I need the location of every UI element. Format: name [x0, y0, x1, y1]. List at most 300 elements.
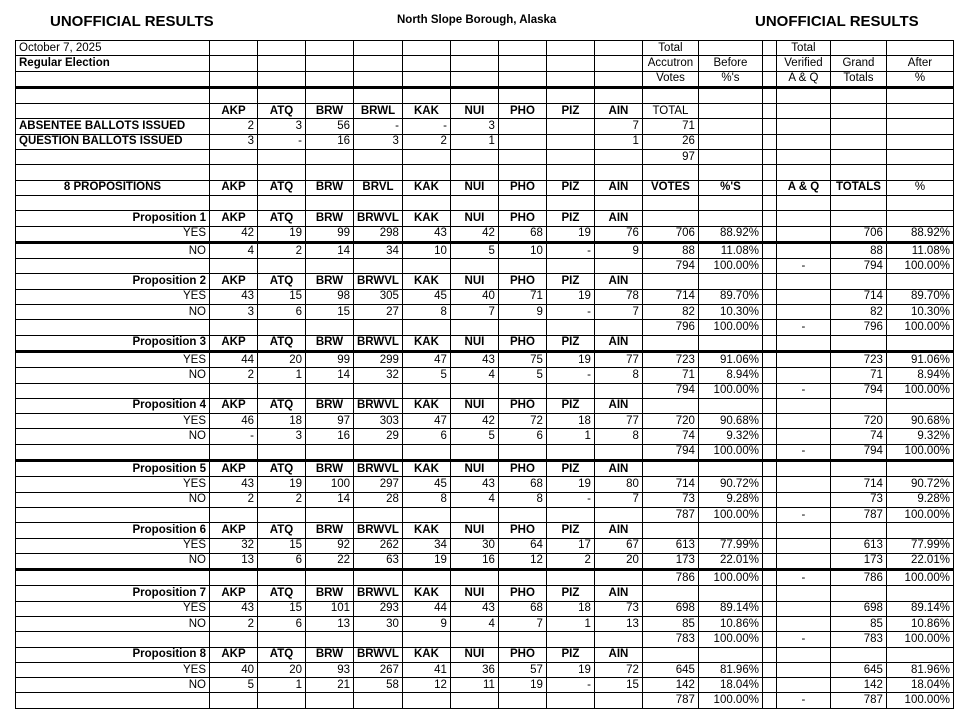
- aq-cell: [776, 601, 830, 616]
- no-value: 7: [450, 305, 498, 320]
- yes-value: 43: [210, 477, 258, 492]
- ballots-row: [16, 119, 954, 134]
- empty-cell: [546, 195, 594, 210]
- aq-cell: A & Q: [776, 180, 830, 195]
- separator-gap-cell: [762, 444, 776, 460]
- empty-cell: [258, 444, 306, 460]
- proposition-sum-row: [16, 259, 954, 274]
- no-label: NO: [16, 429, 210, 444]
- pct-cell: [698, 274, 762, 289]
- empty-cell: [16, 570, 210, 586]
- separator-gap-cell: [762, 195, 776, 210]
- no-value: 14: [306, 368, 354, 383]
- after-pct-cell: [886, 195, 953, 210]
- empty-cell: [306, 259, 354, 274]
- no-value: -: [546, 305, 594, 320]
- no-value: 1: [546, 429, 594, 444]
- yes-value: 43: [210, 289, 258, 304]
- votes-cell: 783: [642, 632, 698, 647]
- empty-cell: [450, 41, 498, 56]
- no-label: NO: [16, 492, 210, 507]
- separator-gap-cell: [762, 492, 776, 507]
- proposition-precinct-header: BRWVL: [354, 523, 403, 538]
- empty-cell: [210, 56, 258, 71]
- precinct-header-nui: NUI: [450, 104, 498, 119]
- aq-cell: -: [776, 444, 830, 460]
- empty-cell: [16, 507, 210, 522]
- empty-cell: [258, 150, 306, 165]
- pct-cell: [698, 41, 762, 56]
- no-value: 7: [594, 305, 642, 320]
- after-pct-cell: [886, 398, 953, 413]
- yes-value: 19: [546, 289, 594, 304]
- empty-cell: [16, 444, 210, 460]
- no-label: NO: [16, 678, 210, 693]
- yes-value: 57: [498, 662, 546, 677]
- aq-cell: [776, 429, 830, 444]
- empty-cell: [546, 570, 594, 586]
- aq-cell: [776, 242, 830, 258]
- grand-total-cell: [830, 104, 886, 119]
- after-pct-cell: 9.32%: [886, 429, 953, 444]
- empty-cell: [546, 150, 594, 165]
- yes-value: 78: [594, 289, 642, 304]
- yes-value: 72: [498, 414, 546, 429]
- no-value: 22: [306, 553, 354, 569]
- grand-total-cell: Grand: [830, 56, 886, 71]
- yes-value: 15: [258, 538, 306, 553]
- separator-gap-cell: [762, 226, 776, 242]
- pct-cell: %'s: [698, 71, 762, 87]
- votes-cell: 714: [642, 289, 698, 304]
- aq-cell: [776, 104, 830, 119]
- no-value: 8: [498, 492, 546, 507]
- empty-cell: [594, 41, 642, 56]
- aq-cell: [776, 662, 830, 677]
- empty-cell: [402, 632, 450, 647]
- proposition-title: Proposition 3: [16, 335, 210, 351]
- after-pct-cell: 88.92%: [886, 226, 953, 242]
- proposition-yes-row: [16, 289, 954, 304]
- separator-gap-cell: [762, 242, 776, 258]
- grand-total-cell: [830, 150, 886, 165]
- votes-cell: [642, 398, 698, 413]
- grand-total-cell: 723: [830, 351, 886, 367]
- empty-cell: [594, 570, 642, 586]
- empty-cell: [402, 150, 450, 165]
- aq-cell: [776, 523, 830, 538]
- empty-cell: [450, 320, 498, 335]
- total-pct-box: 100.00%: [698, 570, 762, 586]
- proposition-title: Proposition 4: [16, 398, 210, 413]
- total-pct-box: 100.00%: [698, 320, 762, 335]
- after-pct-cell: [886, 461, 953, 477]
- grand-total-cell: 173: [830, 553, 886, 569]
- proposition-precinct-header: NUI: [450, 461, 498, 477]
- yes-label: YES: [16, 601, 210, 616]
- separator-gap-cell: [762, 211, 776, 226]
- no-value: 9: [402, 616, 450, 631]
- yes-value: 77: [594, 414, 642, 429]
- proposition-precinct-header: PIZ: [546, 523, 594, 538]
- no-label: NO: [16, 553, 210, 569]
- grand-total-cell: [830, 335, 886, 351]
- yes-value: 99: [306, 351, 354, 367]
- pct-cell: 8.94%: [698, 368, 762, 383]
- separator-gap-cell: [762, 119, 776, 134]
- no-value: 8: [594, 368, 642, 383]
- total-pct-box: 100.00%: [698, 693, 762, 708]
- yes-value: 18: [546, 601, 594, 616]
- proposition-precinct-header: PIZ: [546, 647, 594, 662]
- empty-cell: [402, 259, 450, 274]
- grand-total-cell: [830, 523, 886, 538]
- proposition-precinct-header: BRWVL: [354, 335, 403, 351]
- separator-gap-cell: [762, 87, 776, 103]
- yes-value: 73: [594, 601, 642, 616]
- grand-total-cell: 714: [830, 477, 886, 492]
- votes-cell: 706: [642, 226, 698, 242]
- separator-gap-cell: [762, 274, 776, 289]
- empty-cell: [210, 87, 258, 103]
- proposition-precinct-header: AIN: [594, 335, 642, 351]
- borough-title: North Slope Borough, Alaska: [397, 14, 557, 26]
- info-row-date: [16, 41, 954, 56]
- empty-cell: [16, 693, 210, 708]
- separator-gap-cell: [762, 586, 776, 601]
- precinct-header-atq: ATQ: [258, 104, 306, 119]
- after-pct-cell: 10.86%: [886, 616, 953, 631]
- no-value: 21: [306, 678, 354, 693]
- aq-cell: [776, 538, 830, 553]
- empty-cell: [258, 195, 306, 210]
- aq-cell: [776, 616, 830, 631]
- proposition-precinct-header: ATQ: [258, 461, 306, 477]
- prop-precinct-header: PHO: [498, 180, 546, 195]
- prop-precinct-header: AIN: [594, 180, 642, 195]
- empty-cell: [450, 570, 498, 586]
- separator-gap-cell: [762, 538, 776, 553]
- after-pct-cell: 9.28%: [886, 492, 953, 507]
- pct-cell: [698, 165, 762, 180]
- empty-cell: [450, 383, 498, 398]
- yes-label: YES: [16, 414, 210, 429]
- votes-cell: 88: [642, 242, 698, 258]
- proposition-precinct-header: AKP: [210, 461, 258, 477]
- yes-value: 44: [210, 351, 258, 367]
- yes-value: 18: [546, 414, 594, 429]
- precinct-header-pho: PHO: [498, 104, 546, 119]
- yes-label: YES: [16, 289, 210, 304]
- proposition-sum-row: [16, 444, 954, 460]
- after-pct-cell: [886, 119, 953, 134]
- separator-gap-cell: [762, 71, 776, 87]
- aq-cell: [776, 305, 830, 320]
- empty-cell: [546, 87, 594, 103]
- grand-total-cell: Totals: [830, 71, 886, 87]
- precinct-header-brw: BRW: [306, 104, 354, 119]
- ballots-value: 2: [402, 134, 450, 149]
- after-pct-cell: 90.68%: [886, 414, 953, 429]
- proposition-no-row: [16, 553, 954, 569]
- no-value: 27: [354, 305, 403, 320]
- grand-total-cell: 71: [830, 368, 886, 383]
- after-pct-cell: %: [886, 180, 953, 195]
- proposition-precinct-header: ATQ: [258, 647, 306, 662]
- grand-total-cell: [830, 165, 886, 180]
- no-value: 6: [258, 616, 306, 631]
- info-row-election: [16, 56, 954, 71]
- votes-cell: [642, 195, 698, 210]
- empty-cell: [16, 632, 210, 647]
- propositions-header-label: 8 PROPOSITIONS: [16, 180, 210, 195]
- proposition-title-row: [16, 335, 954, 351]
- ballots-value: 3: [210, 134, 258, 149]
- aq-cell: -: [776, 570, 830, 586]
- empty-cell: [354, 165, 403, 180]
- empty-cell: [210, 41, 258, 56]
- aq-cell: [776, 289, 830, 304]
- separator-gap-cell: [762, 678, 776, 693]
- separator-gap-cell: [762, 461, 776, 477]
- empty-cell: [354, 570, 403, 586]
- votes-cell: 26: [642, 134, 698, 149]
- no-value: 19: [402, 553, 450, 569]
- proposition-yes-row: [16, 351, 954, 367]
- empty-cell: [210, 507, 258, 522]
- pct-cell: [698, 134, 762, 149]
- separator-gap-cell: [762, 570, 776, 586]
- empty-cell: [306, 150, 354, 165]
- grand-total-cell: [830, 211, 886, 226]
- aq-cell: [776, 211, 830, 226]
- empty-cell: [546, 71, 594, 87]
- empty-cell: [594, 383, 642, 398]
- yes-value: 297: [354, 477, 403, 492]
- after-pct-cell: [886, 150, 953, 165]
- votes-cell: 698: [642, 601, 698, 616]
- separator-gap-cell: [762, 351, 776, 367]
- grand-total-cell: 88: [830, 242, 886, 258]
- pct-cell: [698, 523, 762, 538]
- no-value: 8: [402, 492, 450, 507]
- empty-cell: [306, 41, 354, 56]
- total-pct-box: 100.00%: [698, 444, 762, 460]
- proposition-precinct-header: PIZ: [546, 335, 594, 351]
- after-pct-cell: 100.00%: [886, 320, 953, 335]
- yes-value: 43: [450, 477, 498, 492]
- no-value: 4: [450, 616, 498, 631]
- ballots-value: -: [402, 119, 450, 134]
- pct-cell: 90.68%: [698, 414, 762, 429]
- proposition-sum-row: [16, 632, 954, 647]
- yes-value: 267: [354, 662, 403, 677]
- grand-total-cell: [830, 398, 886, 413]
- empty-cell: [258, 570, 306, 586]
- proposition-precinct-header: BRWVL: [354, 586, 403, 601]
- empty-cell: [594, 165, 642, 180]
- empty-cell: [16, 150, 210, 165]
- pct-cell: 9.28%: [698, 492, 762, 507]
- proposition-precinct-header: BRW: [306, 647, 354, 662]
- ballots-grand-total-row: [16, 150, 954, 165]
- proposition-precinct-header: KAK: [402, 523, 450, 538]
- yes-value: 305: [354, 289, 403, 304]
- empty-cell: [258, 320, 306, 335]
- empty-cell: [306, 195, 354, 210]
- empty-cell: [498, 570, 546, 586]
- yes-value: 42: [450, 414, 498, 429]
- yes-value: 40: [450, 289, 498, 304]
- empty-cell: [594, 259, 642, 274]
- votes-cell: 794: [642, 259, 698, 274]
- proposition-title-row: [16, 647, 954, 662]
- votes-cell: [642, 647, 698, 662]
- total-pct-box: 100.00%: [698, 507, 762, 522]
- empty-cell: [450, 150, 498, 165]
- proposition-title: Proposition 5: [16, 461, 210, 477]
- pct-cell: [698, 647, 762, 662]
- proposition-precinct-header: BRWVL: [354, 398, 403, 413]
- no-value: 2: [258, 242, 306, 258]
- yes-value: 45: [402, 289, 450, 304]
- after-pct-cell: [886, 87, 953, 103]
- empty-cell: [594, 56, 642, 71]
- ballots-value: 1: [594, 134, 642, 149]
- precinct-header-akp: AKP: [210, 104, 258, 119]
- votes-cell: [642, 211, 698, 226]
- empty-cell: [594, 320, 642, 335]
- votes-cell: 142: [642, 678, 698, 693]
- ballots-value: 1: [450, 134, 498, 149]
- votes-cell: 173: [642, 553, 698, 569]
- aq-cell: [776, 477, 830, 492]
- votes-cell: 794: [642, 444, 698, 460]
- ballots-value: [498, 119, 546, 134]
- empty-cell: [450, 507, 498, 522]
- no-value: 5: [498, 368, 546, 383]
- proposition-precinct-header: BRW: [306, 335, 354, 351]
- after-pct-cell: 10.30%: [886, 305, 953, 320]
- no-value: 1: [258, 678, 306, 693]
- yes-value: 64: [498, 538, 546, 553]
- empty-cell: [498, 507, 546, 522]
- unofficial-results-title-right: UNOFFICIAL RESULTS: [755, 13, 919, 30]
- proposition-precinct-header: PHO: [498, 274, 546, 289]
- after-pct-cell: [886, 104, 953, 119]
- proposition-precinct-header: PHO: [498, 647, 546, 662]
- proposition-precinct-header: KAK: [402, 398, 450, 413]
- separator-gap-cell: [762, 553, 776, 569]
- proposition-precinct-header: AKP: [210, 274, 258, 289]
- election-date: October 7, 2025: [16, 41, 210, 56]
- votes-cell: 720: [642, 414, 698, 429]
- empty-cell: [498, 71, 546, 87]
- no-value: 13: [210, 553, 258, 569]
- proposition-precinct-header: BRW: [306, 523, 354, 538]
- empty-cell: [354, 632, 403, 647]
- yes-value: 15: [258, 601, 306, 616]
- grand-total-cell: 787: [830, 507, 886, 522]
- pct-cell: [698, 104, 762, 119]
- grand-total-cell: 82: [830, 305, 886, 320]
- empty-cell: [402, 693, 450, 708]
- proposition-title-row: [16, 586, 954, 601]
- total-pct-box: 100.00%: [698, 383, 762, 398]
- after-pct-cell: [886, 41, 953, 56]
- ballots-row-label: ABSENTEE BALLOTS ISSUED: [16, 119, 210, 134]
- yes-value: 100: [306, 477, 354, 492]
- yes-value: 67: [594, 538, 642, 553]
- votes-cell: 723: [642, 351, 698, 367]
- proposition-title-row: [16, 523, 954, 538]
- votes-cell: [642, 523, 698, 538]
- yes-value: 77: [594, 351, 642, 367]
- empty-cell: [498, 693, 546, 708]
- prop-precinct-header: BRVL: [354, 180, 403, 195]
- ballots-value: 3: [354, 134, 403, 149]
- precinct-header-kak: KAK: [402, 104, 450, 119]
- aq-cell: [776, 647, 830, 662]
- no-value: 14: [306, 242, 354, 258]
- yes-value: 30: [450, 538, 498, 553]
- empty-cell: [306, 383, 354, 398]
- prop-precinct-header: ATQ: [258, 180, 306, 195]
- grand-total-cell: [830, 586, 886, 601]
- grand-total-cell: 794: [830, 444, 886, 460]
- aq-cell: [776, 678, 830, 693]
- no-value: -: [546, 242, 594, 258]
- no-value: 10: [498, 242, 546, 258]
- empty-cell: [354, 693, 403, 708]
- proposition-title-row: [16, 274, 954, 289]
- yes-value: 92: [306, 538, 354, 553]
- pct-cell: 90.72%: [698, 477, 762, 492]
- prop-precinct-header: PIZ: [546, 180, 594, 195]
- yes-label: YES: [16, 351, 210, 367]
- proposition-no-row: [16, 368, 954, 383]
- grand-total-cell: 714: [830, 289, 886, 304]
- yes-value: 98: [306, 289, 354, 304]
- no-value: -: [546, 492, 594, 507]
- after-pct-cell: 11.08%: [886, 242, 953, 258]
- after-pct-cell: [886, 523, 953, 538]
- pct-cell: 77.99%: [698, 538, 762, 553]
- no-value: -: [546, 678, 594, 693]
- empty-cell: [402, 320, 450, 335]
- proposition-sum-row: [16, 693, 954, 708]
- unofficial-results-title-left: UNOFFICIAL RESULTS: [50, 13, 214, 30]
- grand-total-cell: 796: [830, 320, 886, 335]
- proposition-precinct-header: KAK: [402, 274, 450, 289]
- no-value: 12: [498, 553, 546, 569]
- yes-value: 19: [258, 477, 306, 492]
- separator-gap-cell: [762, 616, 776, 631]
- proposition-precinct-header: AIN: [594, 647, 642, 662]
- empty-cell: [546, 320, 594, 335]
- yes-value: 68: [498, 601, 546, 616]
- ballots-row-label: QUESTION BALLOTS ISSUED: [16, 134, 210, 149]
- proposition-precinct-header: AIN: [594, 274, 642, 289]
- no-value: 5: [450, 242, 498, 258]
- yes-value: 43: [450, 601, 498, 616]
- yes-value: 19: [546, 351, 594, 367]
- empty-cell: [354, 195, 403, 210]
- empty-cell: [402, 165, 450, 180]
- empty-cell: [402, 41, 450, 56]
- aq-cell: Total: [776, 41, 830, 56]
- no-label: NO: [16, 616, 210, 631]
